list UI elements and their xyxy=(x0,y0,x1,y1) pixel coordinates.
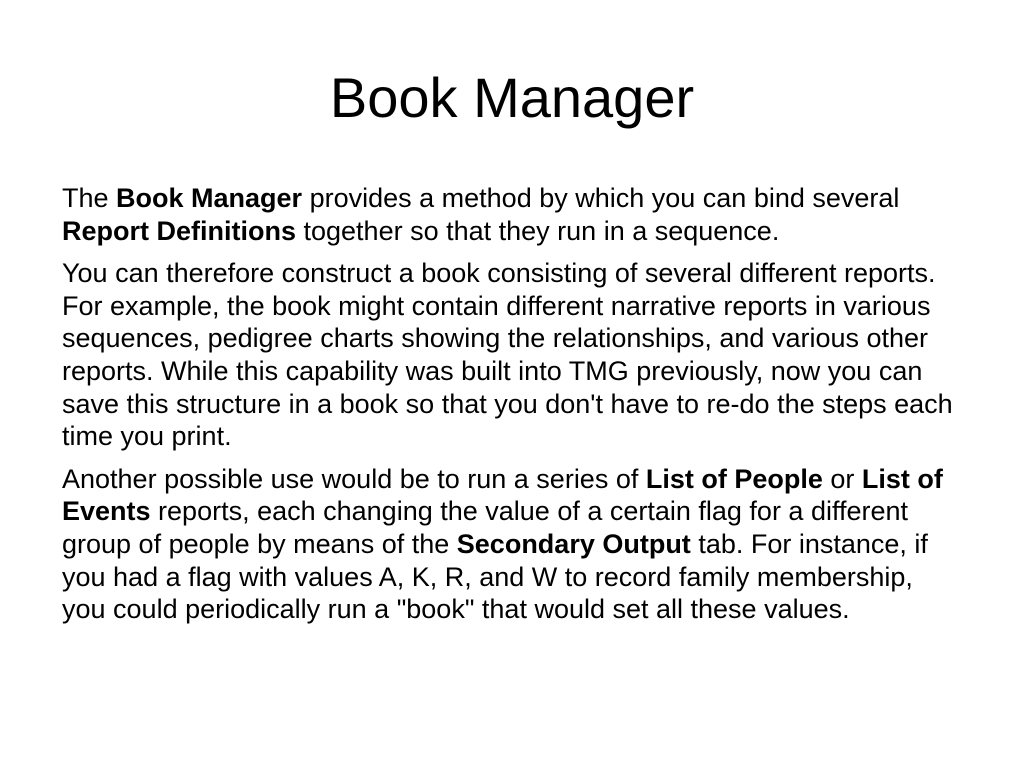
text-run: reports, each changing the value of a certain flag for a different group of people by means of the xyxy=(62,496,909,559)
text-run: together so that they run in a sequence. xyxy=(296,215,780,246)
bold-term-list-of-events: List of Events xyxy=(62,463,943,527)
bold-term-book-manager: Book Manager xyxy=(116,183,303,213)
text-run: You can therefore construct a book consisting of several different reports. For example, the book might contain different narrative reports in various sequences, pedigree charts showing the relationships, and various other reports. While this capability was built into TMG previously, now you can save this structure in a book so that you don't have to re-do the steps each time you print. xyxy=(62,258,953,452)
text-run: or xyxy=(822,463,862,494)
paragraph-1 xyxy=(62,182,962,247)
bold-term-secondary-output: Secondary Output xyxy=(456,528,691,559)
bold-term-list-of-people: List of People xyxy=(645,463,823,494)
text-run: The xyxy=(62,183,117,213)
paragraph-2 xyxy=(62,257,962,453)
text-run: tab. For instance, if you had a flag with values A, K, R, and W to record family membership, you could periodically run a "book" that would set all these values. xyxy=(62,528,928,625)
text-run: Another possible use would be to run a series of xyxy=(62,463,646,494)
slide-title: Book Manager xyxy=(329,66,695,129)
text-run: provides a method by which you can bind several xyxy=(302,183,900,213)
paragraph-3 xyxy=(62,463,962,626)
slide-body xyxy=(62,182,962,636)
bold-term-report-definitions: Report Definitions xyxy=(62,215,296,246)
